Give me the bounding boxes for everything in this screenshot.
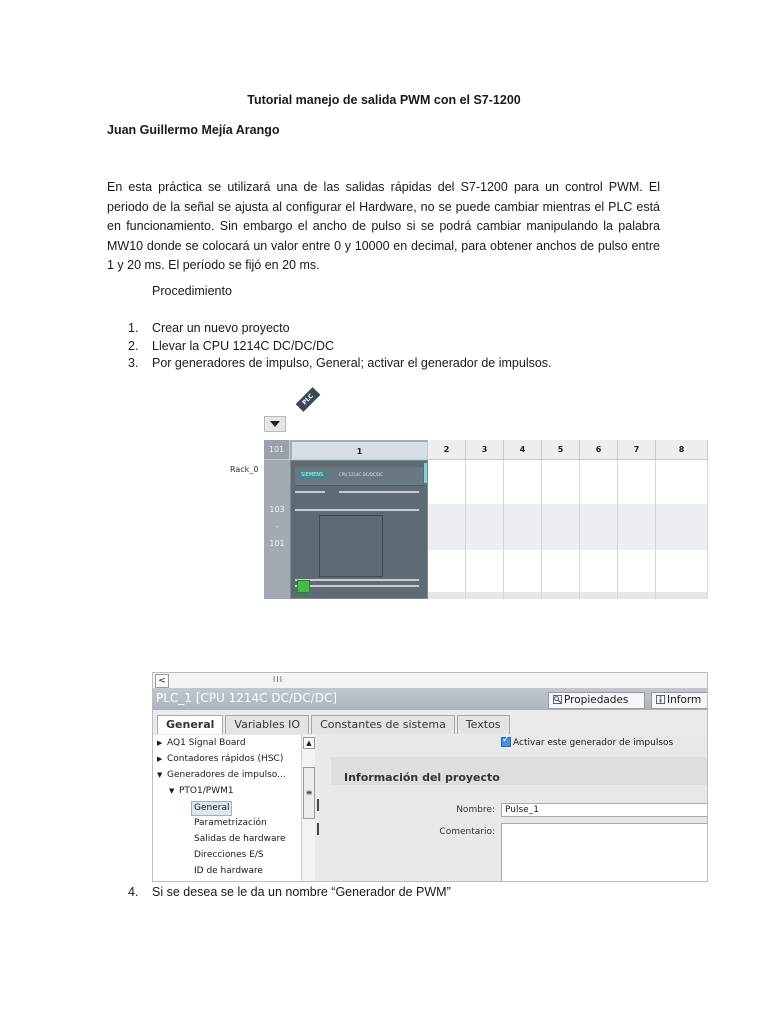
tab-info-label: Inform <box>667 694 702 706</box>
collapse-arrow-icon[interactable]: ▼ <box>157 771 163 779</box>
slot-header[interactable]: 1 <box>290 440 428 460</box>
empty-slot[interactable] <box>428 460 466 599</box>
tree-item-general[interactable] <box>191 801 232 816</box>
cpu-terminal-strip <box>295 579 419 581</box>
step-text: Si se desea se le da un nombre “Generador de PWM” <box>152 885 451 899</box>
tree-item-hsc[interactable] <box>157 751 283 767</box>
list-item <box>128 355 552 373</box>
properties-icon <box>553 695 562 704</box>
slot-header[interactable]: 5 <box>542 440 580 460</box>
empty-slot[interactable] <box>618 460 656 599</box>
slot-header[interactable]: 6 <box>580 440 618 460</box>
document-author: Juan Guillermo Mejía Arango <box>107 123 280 137</box>
scroll-grip[interactable]: III <box>273 675 284 684</box>
tree-item-hardware-id[interactable] <box>194 863 263 879</box>
step-text: Llevar la CPU 1214C DC/DC/DC <box>152 338 335 353</box>
splitter-grip <box>317 823 319 835</box>
properties-panel <box>152 672 708 882</box>
cpu-terminal-strip <box>339 491 419 493</box>
tab-system-constants[interactable]: Constantes de sistema <box>311 715 455 734</box>
triangle-down-icon <box>270 421 280 427</box>
cpu-terminal-strip <box>295 509 419 511</box>
empty-slot[interactable] <box>542 460 580 599</box>
slot-header[interactable]: 7 <box>618 440 656 460</box>
name-label: Nombre: <box>456 805 495 815</box>
panel-splitter[interactable] <box>315 735 331 882</box>
empty-slot[interactable] <box>656 460 708 599</box>
step-number: 3. <box>128 356 139 370</box>
cpu-connector <box>424 463 427 483</box>
section-title: Información del proyecto <box>344 771 500 784</box>
tree-item-pulse-generators[interactable] <box>157 767 286 783</box>
list-item <box>128 320 552 338</box>
scroll-left-button[interactable]: < <box>155 674 169 688</box>
slot-header[interactable]: 3 <box>466 440 504 460</box>
tree-item-pto1-pwm1[interactable] <box>169 783 234 799</box>
tree-item-label: AQ1 Signal Board <box>167 738 246 748</box>
expand-arrow-icon[interactable]: ▶ <box>157 755 163 763</box>
step-number: 2. <box>128 338 139 353</box>
cpu-terminal-strip <box>295 491 325 493</box>
tree-item-parametrization[interactable] <box>194 815 267 831</box>
step-number: 4. <box>128 885 139 899</box>
panel-tabs <box>157 715 512 734</box>
plc-badge: PLC <box>296 387 321 412</box>
slot-left-label: 103 <box>269 505 285 514</box>
tree-item-label: PTO1/PWM1 <box>179 786 234 796</box>
tree-item-label: Parametrización <box>194 818 267 828</box>
tab-properties-label: Propiedades <box>564 694 629 706</box>
step-text: Por generadores de impulso, General; activar el generador de impulsos. <box>152 356 552 370</box>
slot-left-label: 101 <box>269 539 285 548</box>
cpu-terminal-strip <box>295 585 419 587</box>
name-input[interactable]: Pulse_1 <box>501 803 708 817</box>
rack-slots <box>264 440 708 599</box>
activate-generator-checkbox[interactable] <box>501 737 511 747</box>
info-icon <box>656 695 665 704</box>
scroll-up-button[interactable]: ▲ <box>303 737 315 749</box>
tree-item-label: Contadores rápidos (HSC) <box>167 754 284 764</box>
comment-input[interactable] <box>501 823 708 882</box>
activate-generator-label: Activar este generador de impulsos <box>513 738 674 748</box>
tree-item-label: General <box>194 803 230 813</box>
comment-label: Comentario: <box>439 827 495 837</box>
list-item <box>128 338 552 356</box>
tree-item-hardware-outputs[interactable] <box>194 831 286 847</box>
tab-properties[interactable] <box>548 692 645 709</box>
collapse-arrow-icon[interactable]: ▼ <box>169 787 175 795</box>
cpu-status-led <box>297 580 310 593</box>
navigation-tree <box>153 735 316 882</box>
scroll-thumb[interactable]: ≡ <box>303 767 315 819</box>
slot-left-column <box>264 460 290 599</box>
properties-content <box>331 735 707 882</box>
tab-info[interactable] <box>651 692 708 709</box>
slot-header: 101 <box>264 440 290 460</box>
empty-slot[interactable] <box>504 460 542 599</box>
tree-item-label: ID de hardware <box>194 866 263 876</box>
cpu-body <box>319 515 383 577</box>
steps-list <box>128 320 552 373</box>
empty-slot[interactable] <box>580 460 618 599</box>
step-number: 1. <box>128 321 139 335</box>
splitter-grip <box>317 799 319 811</box>
tree-scrollbar[interactable] <box>301 735 315 882</box>
document-title: Tutorial manejo de salida PWM con el S7-1200 <box>247 93 521 107</box>
step-text: Crear un nuevo proyecto <box>152 321 290 335</box>
list-item <box>128 885 451 899</box>
tree-item-io-addresses[interactable] <box>194 847 264 863</box>
rack-screenshot <box>212 390 708 600</box>
procedure-heading: Procedimiento <box>152 284 232 298</box>
activate-generator-row[interactable] <box>501 737 673 748</box>
tree-item-label: Generadores de impulso... <box>167 770 286 780</box>
slot-header[interactable]: 8 <box>656 440 708 460</box>
tree-item-label: Direcciones E/S <box>194 850 264 860</box>
rack-collapse-button[interactable] <box>264 416 286 432</box>
tab-general[interactable]: General <box>157 715 223 734</box>
expand-arrow-icon[interactable]: ▶ <box>157 739 163 747</box>
intro-paragraph: En esta práctica se utilizará una de las salidas rápidas del S7-1200 para un control PWM. El periodo de la señal se ajusta al configurar el Hardware, no se puede cambiar mientras el PLC está en funcionamiento. Sin embargo el ancho de pulso si se podrá cambiar manipulando la palabra MW10 donde se colocará un valor entre 0 y 10000 en decimal, para obtener anchos de pulso entre 1 y 20 ms. El período se fijó en 20 ms. <box>107 180 660 273</box>
rack-label: Rack_0 <box>230 465 259 474</box>
horizontal-scrollbar[interactable] <box>153 673 707 689</box>
slot-header[interactable]: 2 <box>428 440 466 460</box>
cpu-top-bar <box>295 467 423 486</box>
slot-header[interactable]: 4 <box>504 440 542 460</box>
tab-texts[interactable]: Textos <box>457 715 510 734</box>
slot-left-label: - <box>275 522 279 531</box>
empty-slot[interactable] <box>466 460 504 599</box>
tab-io-tags[interactable]: Variables IO <box>225 715 309 734</box>
cpu-module[interactable] <box>290 460 428 599</box>
tree-item-aq1-signal-board[interactable] <box>157 735 246 751</box>
cpu-model: CPU 1214C DC/DC/DC <box>339 472 383 477</box>
cpu-brand: SIEMENS <box>301 472 324 478</box>
tree-item-label: Salidas de hardware <box>194 834 286 844</box>
panel-title: PLC_1 [CPU 1214C DC/DC/DC] <box>156 691 338 705</box>
